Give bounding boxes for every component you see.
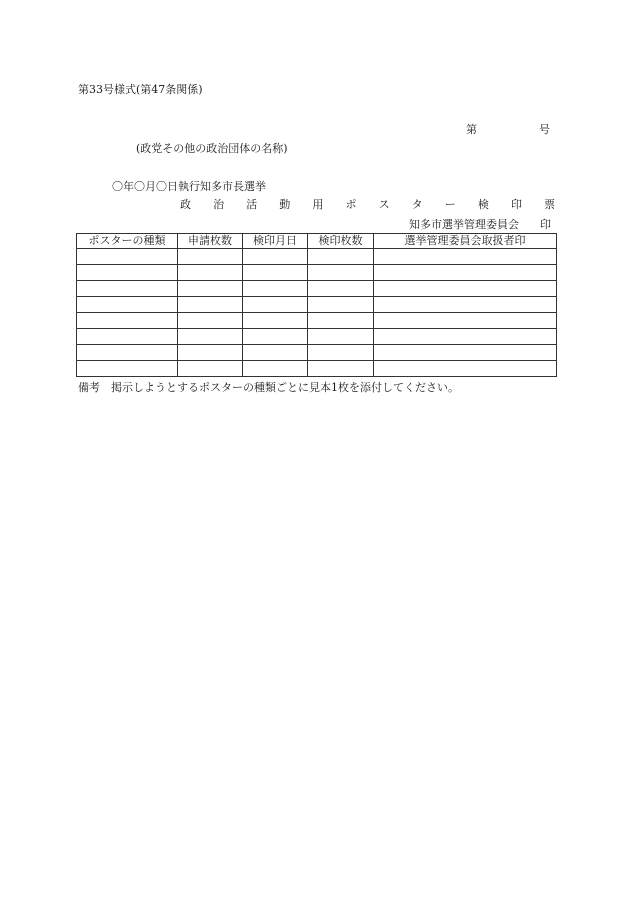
table-row <box>77 281 557 297</box>
table-cell <box>178 249 243 265</box>
remarks-tag: 備考 <box>78 381 100 394</box>
table-cell <box>77 297 178 313</box>
table-cell <box>374 265 557 281</box>
table-cell <box>374 329 557 345</box>
table-cell <box>178 281 243 297</box>
table-cell <box>243 329 308 345</box>
header-applied-count: 申請枚数 <box>178 234 243 249</box>
table-cell <box>243 361 308 377</box>
table-cell <box>374 345 557 361</box>
table-row <box>77 297 557 313</box>
table-row <box>77 361 557 377</box>
table-cell <box>77 249 178 265</box>
table-row <box>77 329 557 345</box>
table-cell <box>243 313 308 329</box>
table-cell <box>308 313 374 329</box>
header-poster-type: ポスターの種類 <box>77 234 178 249</box>
table-cell <box>77 361 178 377</box>
committee-stamp-label: 印 <box>540 218 551 231</box>
table-cell <box>178 265 243 281</box>
inspection-table <box>76 233 557 377</box>
party-name-label: (政党その他の政治団体の名称) <box>136 142 288 155</box>
table-cell <box>243 249 308 265</box>
table-header-row <box>77 234 557 249</box>
table-cell <box>374 249 557 265</box>
table-cell <box>77 345 178 361</box>
document-title: 政 治 活 動 用 ポ ス タ ー 検 印 票 <box>180 198 565 211</box>
table-row <box>77 265 557 281</box>
table-cell <box>374 361 557 377</box>
table-cell <box>374 281 557 297</box>
header-stamped-count: 検印枚数 <box>308 234 374 249</box>
table-cell <box>243 281 308 297</box>
table-cell <box>178 297 243 313</box>
table-cell <box>374 313 557 329</box>
header-committee-seal: 選挙管理委員会取扱者印 <box>374 234 557 249</box>
table-cell <box>178 361 243 377</box>
table-cell <box>77 265 178 281</box>
table-body <box>77 249 557 377</box>
table-cell <box>308 345 374 361</box>
table-cell <box>243 265 308 281</box>
table-cell <box>374 297 557 313</box>
table-cell <box>308 265 374 281</box>
document-number-prefix: 第 <box>466 123 477 136</box>
table-row <box>77 345 557 361</box>
form-number: 第33号様式(第47条関係) <box>78 83 203 96</box>
remarks-text: 掲示しようとするポスターの種類ごとに見本1枚を添付してください。 <box>111 381 459 394</box>
table-cell <box>243 345 308 361</box>
table-cell <box>308 329 374 345</box>
table-cell <box>308 249 374 265</box>
table-cell <box>178 345 243 361</box>
election-name: 〇年〇月〇日執行知多市長選挙 <box>112 180 266 193</box>
table-cell <box>178 329 243 345</box>
table-row <box>77 313 557 329</box>
table-cell <box>308 281 374 297</box>
table-cell <box>243 297 308 313</box>
table-cell <box>77 313 178 329</box>
table-cell <box>308 361 374 377</box>
table-row <box>77 249 557 265</box>
table-cell <box>77 281 178 297</box>
table-cell <box>178 313 243 329</box>
table-cell <box>77 329 178 345</box>
document-number-suffix: 号 <box>539 123 550 136</box>
remarks <box>78 381 459 395</box>
committee-name: 知多市選挙管理委員会 <box>409 218 519 231</box>
table-cell <box>308 297 374 313</box>
header-stamp-date: 検印月日 <box>243 234 308 249</box>
